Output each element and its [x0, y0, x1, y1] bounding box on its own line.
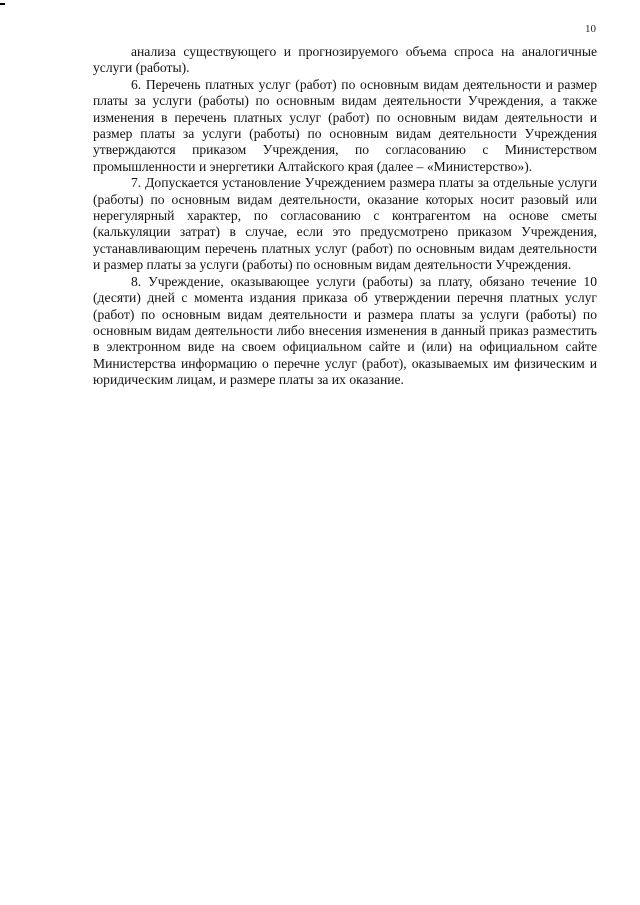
paragraph-5-continuation: анализа существующего и прогнозируемого объема спроса на аналогичные услуги (работы). [93, 44, 597, 76]
scan-corner-mark [0, 3, 5, 5]
page-number: 10 [585, 23, 596, 35]
paragraph-8: 8. Учреждение, оказывающее услуги (работы) за плату, обязано течение 10 (десяти) дней с момента издания приказа об утверждении перечня платных услуг (работ) по основным видам деятельности и размера платы за услуги (работы) по основным видам деятельности либо внесения изменения в данный приказ разместить в электронном виде на своем официальном сайте и (или) на официальном сайте Министерства информацию о перечне услуг (работ), оказываемых им физическим и юридическим лицам, и размере платы за их оказание. [93, 273, 597, 388]
paragraph-6: 6. Перечень платных услуг (работ) по основным видам деятельности и размер платы за услуги (работы) по основным видам деятельности Учреждения, а также изменения в перечень платных услуг (работ) по основным видам деятельности и размер платы за услуги (работы) по основным видам деятельности Учреждения утверждаются приказом Учреждения, по согласованию с Министерством промышленности и энергетики Алтайского края (далее – «Министерство»). [93, 76, 597, 174]
paragraph-7: 7. Допускается установление Учреждением размера платы за отдельные услуги (работы) по основным видам деятельности, оказание которых носит разовый или нерегулярный характер, по согласованию с контрагентом на основе сметы (калькуляции затрат) в случае, если это предусмотрено приказом Учреждения, устанавливающим перечень платных услуг (работ) по основным видам деятельности и размер платы за услуги (работы) по основным видам деятельности Учреждения. [93, 175, 597, 273]
document-body [93, 44, 597, 389]
